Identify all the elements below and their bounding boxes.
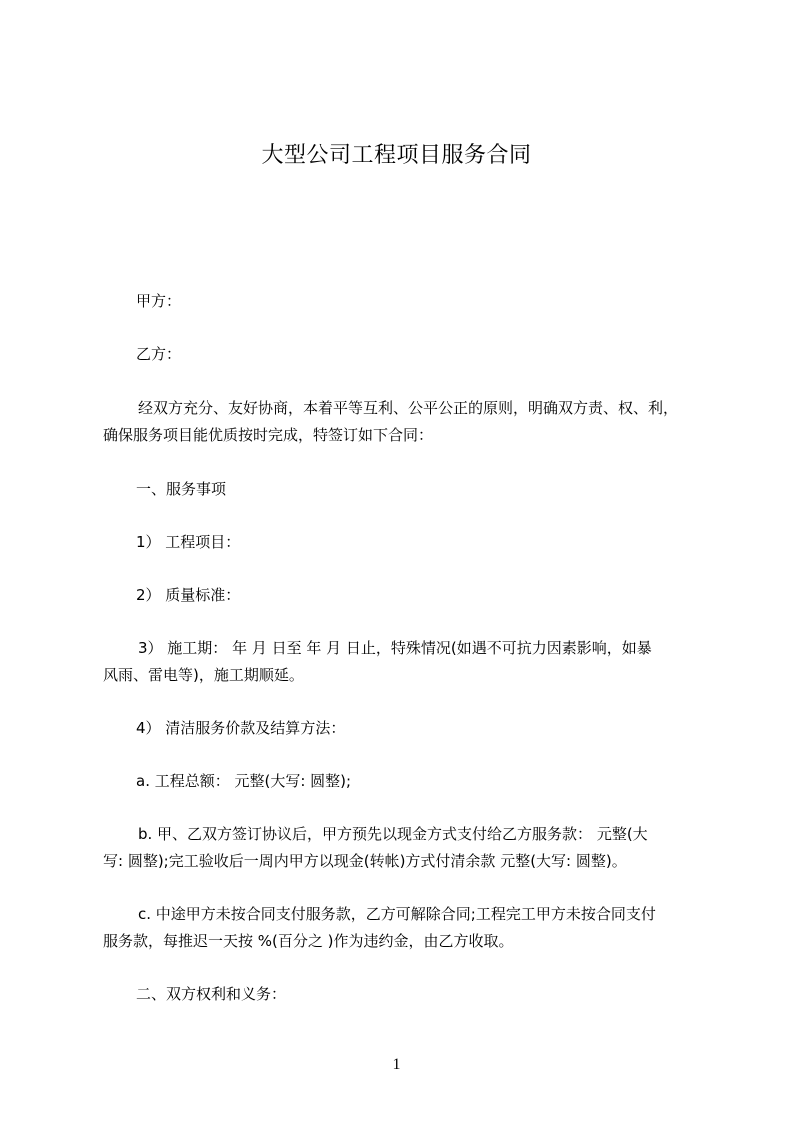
- item-engineering-project: 1） 工程项目：: [136, 533, 241, 551]
- item-construction-period-line-1: 3） 施工期： 年 月 日至 年 月 日止，特殊情况(如遇不可抗力因素影响，如暴: [138, 639, 652, 657]
- item-b-payment-line-2: 写: 圆整);完工验收后一周内甲方以现金(转帐)方式付清余款 元整(大写: 圆整)。: [103, 852, 627, 870]
- document-title: 大型公司工程项目服务合同: [261, 143, 532, 168]
- intro-paragraph-line-1: 经双方充分、友好协商，本着平等互利、公平公正的原则，明确双方责、权、利，: [138, 399, 679, 417]
- page-number: 1: [392, 1056, 401, 1073]
- item-c-penalty-line-2: 服务款，每推迟一天按 %(百分之 )作为违约金，由乙方收取。: [103, 932, 514, 950]
- item-c-penalty-line-1: c. 中途甲方未按合同支付服务款，乙方可解除合同;工程完工甲方未按合同支付: [138, 905, 656, 923]
- intro-paragraph-line-2: 确保服务项目能优质按时完成，特签订如下合同：: [103, 426, 434, 444]
- item-quality-standard: 2） 质量标准：: [136, 586, 241, 604]
- item-b-payment-line-1: b. 甲、乙双方签订协议后，甲方预先以现金方式支付给乙方服务款： 元整(大: [138, 825, 648, 843]
- section-2-heading: 二、双方权利和义务：: [136, 985, 287, 1003]
- item-construction-period-line-2: 风雨、雷电等)，施工期顺延。: [103, 666, 304, 684]
- party-a-label: 甲方：: [136, 292, 182, 310]
- party-b-label: 乙方：: [136, 345, 182, 363]
- item-a-total-amount: a. 工程总额： 元整(大写: 圆整);: [136, 772, 352, 790]
- item-price-settlement: 4） 清洁服务价款及结算方法：: [136, 719, 346, 737]
- section-1-heading: 一、服务事项: [136, 480, 227, 498]
